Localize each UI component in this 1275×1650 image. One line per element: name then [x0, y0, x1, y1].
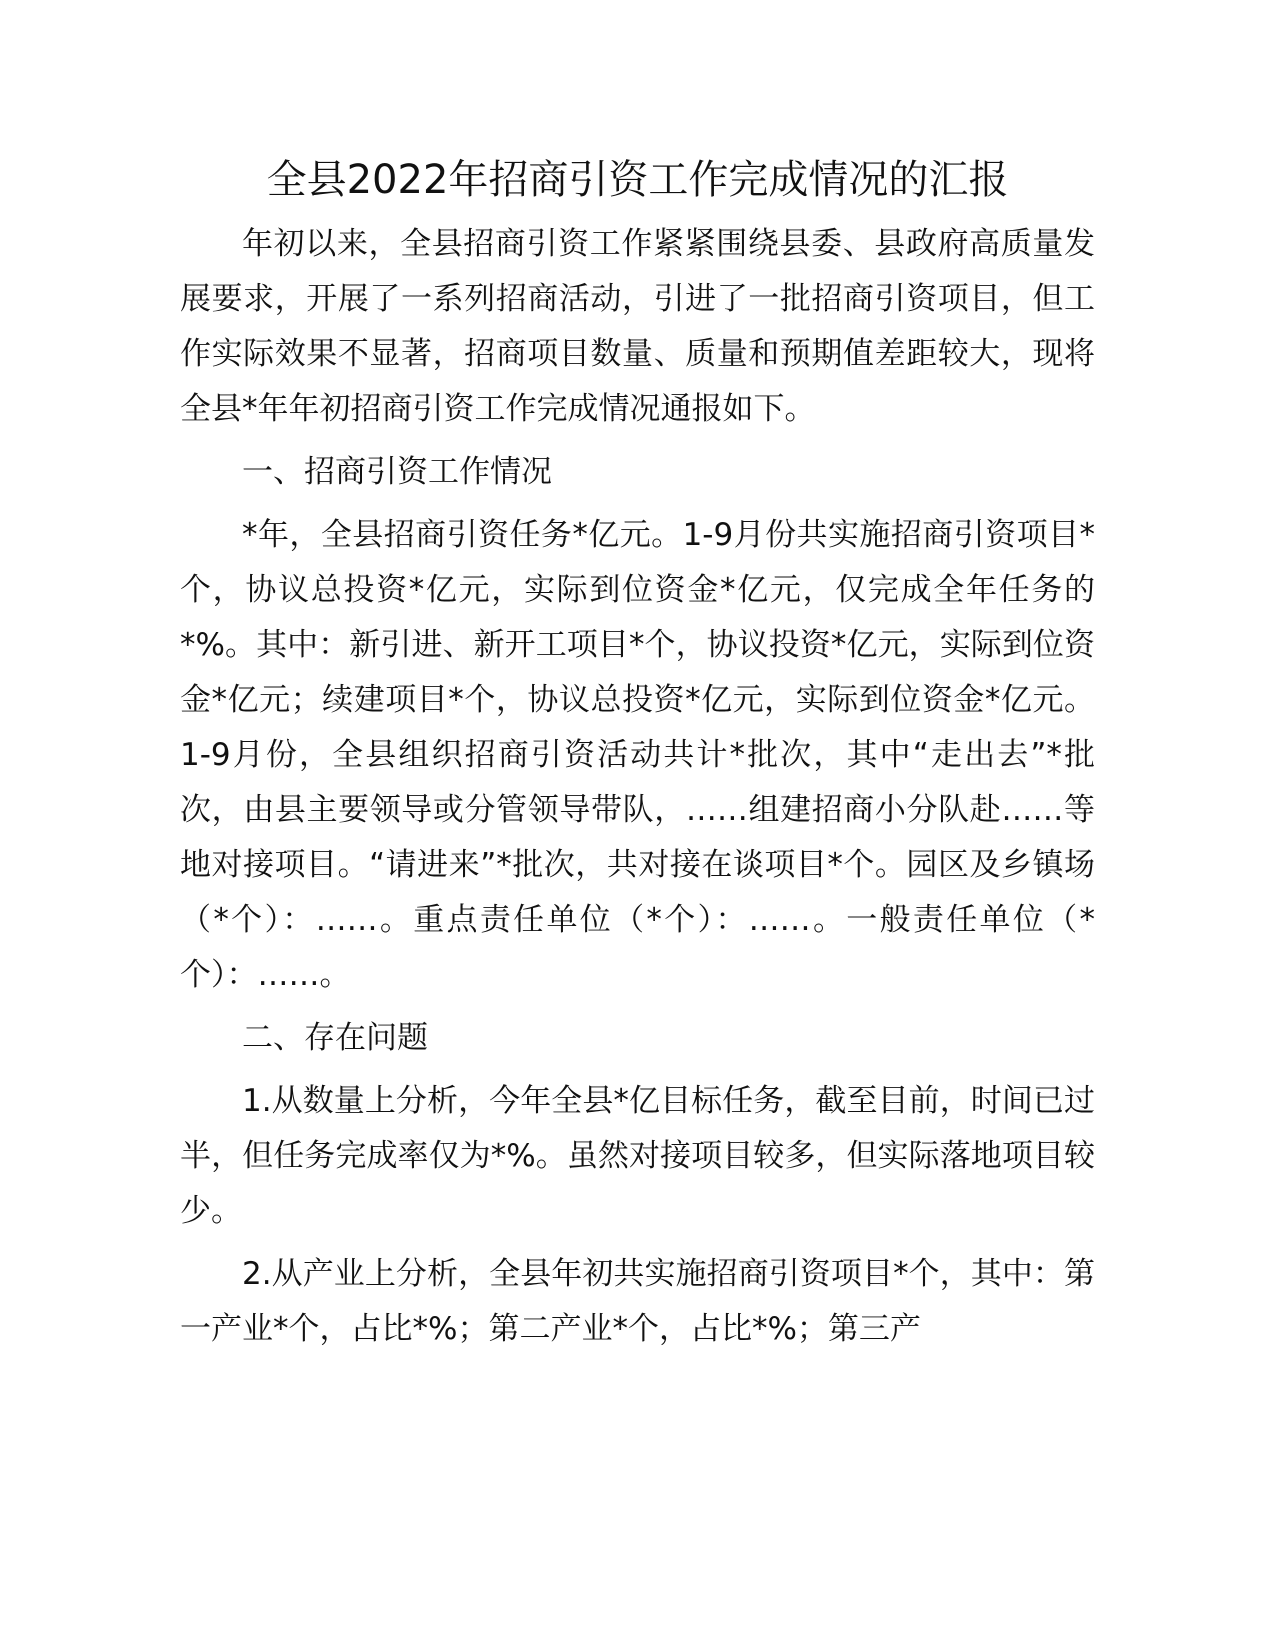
- section-heading-2: 二、存在问题: [242, 1020, 428, 1056]
- document-title: 全县2022年招商引资工作完成情况的汇报: [266, 157, 1009, 203]
- document-body: [180, 217, 1095, 1365]
- quantity-analysis-paragraph: 1.从数量上分析，今年全县*亿目标任务，截至目前，时间已过半，但任务完成率仅为*%。虽然对接项目较多，但实际落地项目较少。: [180, 1083, 1095, 1229]
- section-heading-1: 一、招商引资工作情况: [242, 454, 552, 490]
- industry-analysis-paragraph: 2.从产业上分析，全县年初共实施招商引资项目*个，其中：第一产业*个，占比*%；第二产业*个，占比*%；第三产: [180, 1256, 1095, 1347]
- intro-paragraph: 年初以来，全县招商引资工作紧紧围绕县委、县政府高质量发展要求，开展了一系列招商活动，引进了一批招商引资项目，但工作实际效果不显著，招商项目数量、质量和预期值差距较大，现将全县*年年初招商引资工作完成情况通报如下。: [180, 226, 1095, 427]
- work-status-paragraph: *年，全县招商引资任务*亿元。1-9月份共实施招商引资项目*个，协议总投资*亿元，实际到位资金*亿元，仅完成全年任务的*%。其中：新引进、新开工项目*个，协议投资*亿元，实际到位资金*亿元；续建项目*个，协议总投资*亿元，实际到位资金*亿元。1-9月份，全县组织招商引资活动共计*批次，其中“走出去”*批次，由县主要领导或分管领导带队，……组建招商小分队赴……等地对接项目。“请进来”*批次，共对接在谈项目*个。园区及乡镇场（*个）：……。重点责任单位（*个）：……。一般责任单位（*个）：……。: [180, 517, 1096, 993]
